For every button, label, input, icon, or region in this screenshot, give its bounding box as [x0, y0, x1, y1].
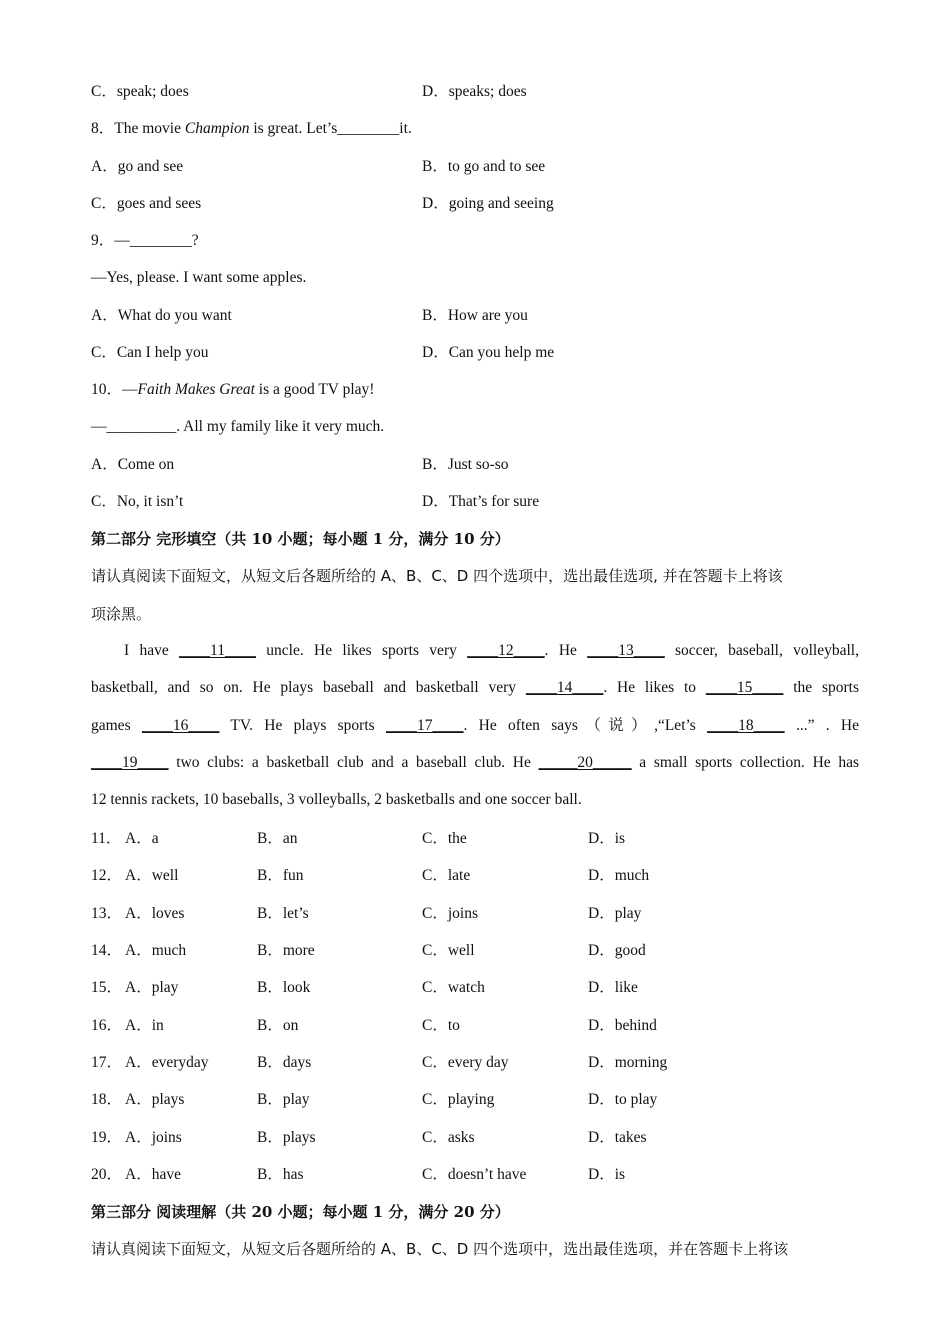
- passage-line-2: [91, 669, 859, 706]
- gap-11[interactable]: ____11____: [179, 642, 256, 659]
- option-a[interactable]: A．everyday: [125, 1054, 209, 1072]
- q8-number: 8．: [91, 120, 115, 137]
- option-d[interactable]: D．takes: [588, 1128, 647, 1146]
- question-number: 14．: [91, 942, 123, 960]
- q10-option-d[interactable]: D．That’s for sure: [422, 493, 540, 510]
- passage-text: ...” . He: [784, 716, 859, 734]
- option-b[interactable]: B．let’s: [257, 904, 309, 922]
- gap-12[interactable]: ____12____: [467, 642, 545, 659]
- q8-option-d[interactable]: D．going and seeing: [422, 195, 554, 212]
- q9-option-c[interactable]: C．Can I help you: [91, 344, 209, 361]
- gap-18[interactable]: ____18____: [707, 716, 785, 734]
- gap-20[interactable]: _____20_____: [538, 753, 632, 771]
- q10-option-b[interactable]: B．Just so-so: [422, 456, 509, 473]
- option-d[interactable]: D．play: [588, 904, 642, 922]
- q7-options-row: [91, 82, 861, 102]
- passage-line-1: [91, 632, 859, 669]
- q10-option-c[interactable]: C．No, it isn’t: [91, 493, 184, 510]
- cloze-question-row: [91, 829, 861, 849]
- passage-text: soccer, baseball, volleyball,: [664, 642, 859, 659]
- option-a[interactable]: A．plays: [125, 1091, 185, 1109]
- q8-option-b[interactable]: B．to go and to see: [422, 158, 546, 175]
- q8-options-row-2: [91, 194, 861, 214]
- q8-movie-title: Champion: [184, 120, 250, 137]
- cloze-question-row: [91, 941, 861, 961]
- q9-options-row-2: [91, 343, 861, 363]
- part3-heading: 第三部分 阅读理解（共 20 小题；每小题 1 分，满分 20 分）: [91, 1203, 510, 1221]
- question-number: 18．: [91, 1091, 123, 1109]
- passage-text: uncle. He likes sports very: [255, 642, 468, 659]
- passage-text: . He: [544, 642, 588, 659]
- q10-number: 10．—: [91, 381, 138, 398]
- q10-options-row-2: [91, 492, 861, 512]
- question-number: 13．: [91, 904, 123, 922]
- option-d[interactable]: D．is: [588, 830, 626, 847]
- question-number: 17．: [91, 1054, 123, 1072]
- q10-stem: [91, 380, 374, 400]
- option-d[interactable]: D．morning: [588, 1054, 668, 1072]
- option-b[interactable]: B．has: [257, 1166, 304, 1184]
- option-b[interactable]: B．an: [257, 830, 298, 847]
- option-d[interactable]: D．like: [588, 979, 638, 997]
- q10-reply: —_________. All my family like it very much.: [91, 418, 385, 435]
- option-c[interactable]: C．to: [422, 1016, 460, 1034]
- gap-14[interactable]: ____14____: [525, 679, 604, 697]
- option-a[interactable]: A．have: [125, 1166, 181, 1184]
- q9-reply: —Yes, please. I want some apples.: [91, 269, 307, 286]
- q7-option-d[interactable]: D．speaks; does: [422, 83, 527, 100]
- passage-line-4: [91, 744, 859, 781]
- cloze-question-row: [91, 904, 861, 924]
- part2-instruction-line-1: 请认真阅读下面短文，从短文后各题所给的 A、B、C、D 四个选项中，选出最佳选项, 并在答题卡上将该: [91, 567, 783, 585]
- q8-option-c[interactable]: C．goes and sees: [91, 195, 202, 212]
- q9-stem: 9．—________?: [91, 232, 199, 249]
- option-c[interactable]: C．joins: [422, 904, 478, 922]
- passage-text: I have: [124, 642, 180, 659]
- cloze-question-row: [91, 978, 861, 998]
- option-c[interactable]: C．doesn’t have: [422, 1166, 527, 1184]
- cloze-question-row: [91, 1128, 861, 1148]
- q9-options-row-1: [91, 306, 861, 326]
- option-c[interactable]: C．well: [422, 942, 475, 960]
- option-d[interactable]: D．behind: [588, 1016, 657, 1034]
- gap-13[interactable]: ____13____: [587, 642, 665, 659]
- option-d[interactable]: D．is: [588, 1166, 626, 1184]
- q10-options-row-1: [91, 455, 861, 475]
- cloze-question-row: [91, 866, 861, 886]
- option-b[interactable]: B．on: [257, 1016, 299, 1034]
- option-d[interactable]: D．good: [588, 942, 646, 960]
- option-a[interactable]: A．play: [125, 979, 179, 997]
- q8-stem: [91, 119, 412, 139]
- q8-text-pre: The movie: [114, 120, 185, 137]
- cloze-passage: [91, 632, 859, 818]
- part3-instruction-line-1: 请认真阅读下面短文，从短文后各题所给的 A、B、C、D 四个选项中，选出最佳选项，并在答题卡上将该: [91, 1240, 789, 1258]
- q8-text-post: it.: [399, 120, 412, 137]
- option-b[interactable]: B．look: [257, 979, 311, 997]
- question-number: 19．: [91, 1128, 123, 1146]
- q9-option-b[interactable]: B．How are you: [422, 307, 528, 324]
- option-a[interactable]: A．joins: [125, 1128, 182, 1146]
- option-b[interactable]: B．play: [257, 1091, 310, 1109]
- option-b[interactable]: B．more: [257, 942, 315, 960]
- q8-option-a[interactable]: A．go and see: [91, 158, 184, 175]
- option-c[interactable]: C．every day: [422, 1054, 509, 1072]
- passage-text: . He often says（说）,“Let’s: [463, 716, 708, 734]
- option-c[interactable]: C．playing: [422, 1091, 495, 1109]
- question-number: 12．: [91, 867, 123, 885]
- question-number: 16．: [91, 1016, 123, 1034]
- option-c[interactable]: C．the: [422, 830, 467, 847]
- question-number: 11．: [91, 830, 122, 847]
- option-c[interactable]: C．late: [422, 867, 471, 885]
- q8-options-row-1: [91, 157, 861, 177]
- option-b[interactable]: B．fun: [257, 867, 304, 885]
- option-b[interactable]: B．plays: [257, 1128, 316, 1146]
- q8-blank: ________: [337, 120, 400, 137]
- gap-19[interactable]: ____19____: [91, 753, 169, 771]
- passage-text: basketball, and so on. He plays baseball and basketball very: [91, 679, 526, 697]
- option-d[interactable]: D．to play: [588, 1091, 658, 1109]
- question-number: 15．: [91, 979, 123, 997]
- q10-tv-title: Faith Makes Great: [137, 381, 255, 398]
- q9-option-a[interactable]: A．What do you want: [91, 307, 232, 324]
- passage-text: the sports: [783, 679, 860, 697]
- passage-text: two clubs: a basketball club and a baseball club. He: [168, 753, 539, 771]
- option-a[interactable]: A．much: [125, 942, 187, 960]
- passage-text: . He likes to: [603, 679, 706, 697]
- option-a[interactable]: A．a: [125, 830, 159, 847]
- gap-17[interactable]: ____17____: [386, 716, 464, 734]
- passage-text: TV. He plays sports: [219, 716, 386, 734]
- option-c[interactable]: C．asks: [422, 1128, 475, 1146]
- option-c[interactable]: C．watch: [422, 979, 485, 997]
- option-d[interactable]: D．much: [588, 867, 650, 885]
- cloze-question-row: [91, 1090, 861, 1110]
- q10-option-a[interactable]: A．Come on: [91, 456, 175, 473]
- gap-15[interactable]: ____15____: [705, 679, 784, 697]
- cloze-question-row: [91, 1016, 861, 1036]
- q9-option-d[interactable]: D．Can you help me: [422, 344, 555, 361]
- q8-text-mid: is great. Let’s: [249, 120, 338, 137]
- option-a[interactable]: A．well: [125, 867, 179, 885]
- passage-text: a small sports collection. He has: [631, 753, 860, 771]
- gap-16[interactable]: ____16____: [141, 716, 220, 734]
- q10-text-post: is a good TV play!: [254, 381, 375, 398]
- question-number: 20．: [91, 1166, 123, 1184]
- part2-instruction-line-2: 项涂黑。: [91, 605, 152, 623]
- option-a[interactable]: A．in: [125, 1016, 164, 1034]
- part2-heading: 第二部分 完形填空（共 10 小题；每小题 1 分，满分 10 分）: [91, 530, 510, 548]
- cloze-question-row: [91, 1053, 861, 1073]
- option-b[interactable]: B．days: [257, 1054, 312, 1072]
- passage-text: games: [91, 716, 142, 734]
- option-a[interactable]: A．loves: [125, 904, 185, 922]
- passage-line-5: 12 tennis rackets, 10 baseballs, 3 volleyballs, 2 basketballs and one soccer ball.: [91, 791, 582, 809]
- cloze-question-row: [91, 1165, 861, 1185]
- q7-option-c[interactable]: C．speak; does: [91, 83, 189, 100]
- passage-line-3: [91, 707, 859, 744]
